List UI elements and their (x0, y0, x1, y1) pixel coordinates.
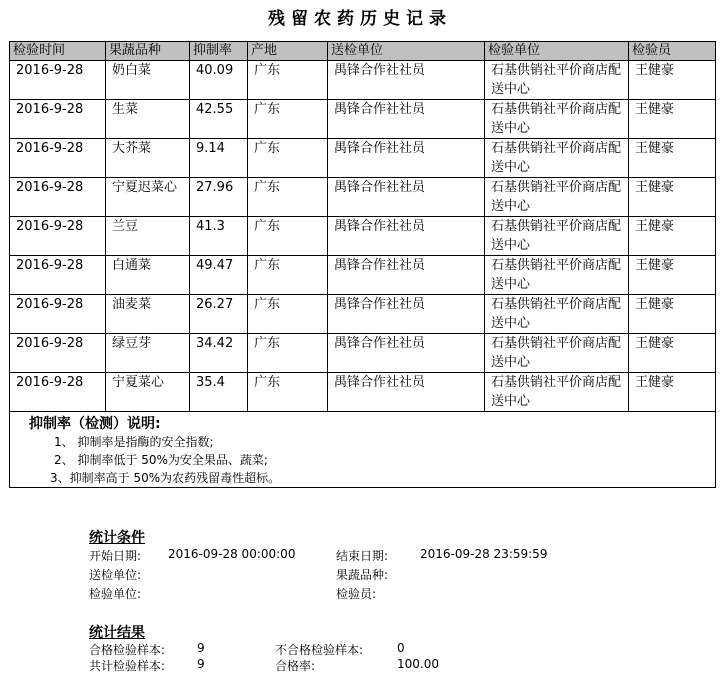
inhibition-rate-cell: 35.4 (190, 373, 248, 412)
inspector-cell: 王健豪 (629, 373, 716, 412)
inspector-cell: 王健豪 (629, 100, 716, 139)
inspector-label: 检验员: (336, 587, 377, 601)
inspection-unit-cell: 石基供销社平价商店配送中心 (485, 178, 629, 217)
inhibition-rate-cell: 34.42 (190, 334, 248, 373)
origin-cell: 广东 (248, 217, 328, 256)
pass-rate-label: 合格率: (275, 659, 316, 673)
report-title: 残留农药历史记录 (268, 9, 452, 29)
sender-unit-cell: 禺锋合作社社员 (328, 100, 485, 139)
date-cell: 2016-9-28 (10, 61, 106, 100)
header-cell: 送检单位 (328, 42, 485, 61)
date-cell: 2016-9-28 (10, 100, 106, 139)
explanation-line: 3、抑制率高于 50%为农药残留毒性超标。 (50, 471, 281, 485)
pass-count-value: 9 (197, 641, 205, 655)
table-row (10, 256, 716, 295)
start-date-label: 开始日期: (89, 549, 142, 563)
origin-cell: 广东 (248, 373, 328, 412)
results-heading: 统计结果 (89, 625, 145, 641)
residue-table (9, 41, 716, 412)
table-row (10, 139, 716, 178)
date-cell: 2016-9-28 (10, 334, 106, 373)
table-row (10, 178, 716, 217)
inspection-unit-cell: 石基供销社平价商店配送中心 (485, 295, 629, 334)
end-date-value: 2016-09-28 23:59:59 (420, 547, 548, 561)
explanation-line: 1、 抑制率是指酶的安全指数; (54, 435, 214, 449)
variety-cell: 大芥菜 (106, 139, 190, 178)
variety-cell: 油麦菜 (106, 295, 190, 334)
inspection-unit-label: 检验单位: (89, 587, 142, 601)
end-date-label: 结束日期: (336, 549, 389, 563)
date-cell: 2016-9-28 (10, 139, 106, 178)
total-count-value: 9 (197, 657, 205, 671)
variety-cell: 白通菜 (106, 256, 190, 295)
date-cell: 2016-9-28 (10, 217, 106, 256)
origin-cell: 广东 (248, 178, 328, 217)
origin-cell: 广东 (248, 61, 328, 100)
table-row (10, 373, 716, 412)
variety-cell: 奶白菜 (106, 61, 190, 100)
date-cell: 2016-9-28 (10, 178, 106, 217)
origin-cell: 广东 (248, 256, 328, 295)
inspector-cell: 王健豪 (629, 178, 716, 217)
sender-unit-label: 送检单位: (89, 568, 142, 582)
inhibition-rate-cell: 27.96 (190, 178, 248, 217)
start-date-value: 2016-09-28 00:00:00 (168, 547, 296, 561)
table-row (10, 100, 716, 139)
header-cell: 产地 (248, 42, 328, 61)
sender-unit-cell: 禺锋合作社社员 (328, 256, 485, 295)
sender-unit-cell: 禺锋合作社社员 (328, 217, 485, 256)
inhibition-rate-cell: 42.55 (190, 100, 248, 139)
explanation-box (9, 411, 716, 488)
inhibition-rate-cell: 40.09 (190, 61, 248, 100)
header-cell: 检验单位 (485, 42, 629, 61)
date-cell: 2016-9-28 (10, 373, 106, 412)
inspection-unit-cell: 石基供销社平价商店配送中心 (485, 256, 629, 295)
sender-unit-cell: 禺锋合作社社员 (328, 295, 485, 334)
table-row (10, 217, 716, 256)
inhibition-rate-cell: 41.3 (190, 217, 248, 256)
table-row (10, 61, 716, 100)
inhibition-rate-cell: 26.27 (190, 295, 248, 334)
inspection-unit-cell: 石基供销社平价商店配送中心 (485, 139, 629, 178)
date-cell: 2016-9-28 (10, 256, 106, 295)
variety-cell: 兰豆 (106, 217, 190, 256)
variety-cell: 宁夏迟菜心 (106, 178, 190, 217)
inhibition-rate-cell: 9.14 (190, 139, 248, 178)
variety-cell: 宁夏菜心 (106, 373, 190, 412)
inspection-unit-cell: 石基供销社平价商店配送中心 (485, 61, 629, 100)
inspection-unit-cell: 石基供销社平价商店配送中心 (485, 373, 629, 412)
explanation-line: 2、 抑制率低于 50%为安全果品、蔬菜; (54, 453, 268, 467)
sender-unit-cell: 禺锋合作社社员 (328, 61, 485, 100)
origin-cell: 广东 (248, 295, 328, 334)
variety-label: 果蔬品种: (336, 568, 389, 582)
fail-count-value: 0 (397, 641, 405, 655)
table-row (10, 295, 716, 334)
sender-unit-cell: 禺锋合作社社员 (328, 139, 485, 178)
sender-unit-cell: 禺锋合作社社员 (328, 178, 485, 217)
inspector-cell: 王健豪 (629, 61, 716, 100)
variety-cell: 生菜 (106, 100, 190, 139)
inspector-cell: 王健豪 (629, 139, 716, 178)
variety-cell: 绿豆芽 (106, 334, 190, 373)
conditions-heading: 统计条件 (89, 530, 145, 546)
fail-count-label: 不合格检验样本: (275, 643, 364, 657)
sender-unit-cell: 禺锋合作社社员 (328, 334, 485, 373)
header-cell: 抑制率 (190, 42, 248, 61)
inspector-cell: 王健豪 (629, 217, 716, 256)
inspection-unit-cell: 石基供销社平价商店配送中心 (485, 217, 629, 256)
date-cell: 2016-9-28 (10, 295, 106, 334)
explanation-heading: 抑制率（检测）说明: (29, 416, 161, 432)
pass-count-label: 合格检验样本: (89, 643, 166, 657)
inhibition-rate-cell: 49.47 (190, 256, 248, 295)
header-cell: 检验时间 (10, 42, 106, 61)
inspection-unit-cell: 石基供销社平价商店配送中心 (485, 334, 629, 373)
inspector-cell: 王健豪 (629, 256, 716, 295)
origin-cell: 广东 (248, 139, 328, 178)
inspector-cell: 王健豪 (629, 334, 716, 373)
table-header-row (10, 42, 716, 61)
origin-cell: 广东 (248, 100, 328, 139)
origin-cell: 广东 (248, 334, 328, 373)
header-cell: 检验员 (629, 42, 716, 61)
total-count-label: 共计检验样本: (89, 659, 166, 673)
inspector-cell: 王健豪 (629, 295, 716, 334)
pass-rate-value: 100.00 (397, 657, 439, 671)
table-row (10, 334, 716, 373)
sender-unit-cell: 禺锋合作社社员 (328, 373, 485, 412)
header-cell: 果蔬品种 (106, 42, 190, 61)
inspection-unit-cell: 石基供销社平价商店配送中心 (485, 100, 629, 139)
